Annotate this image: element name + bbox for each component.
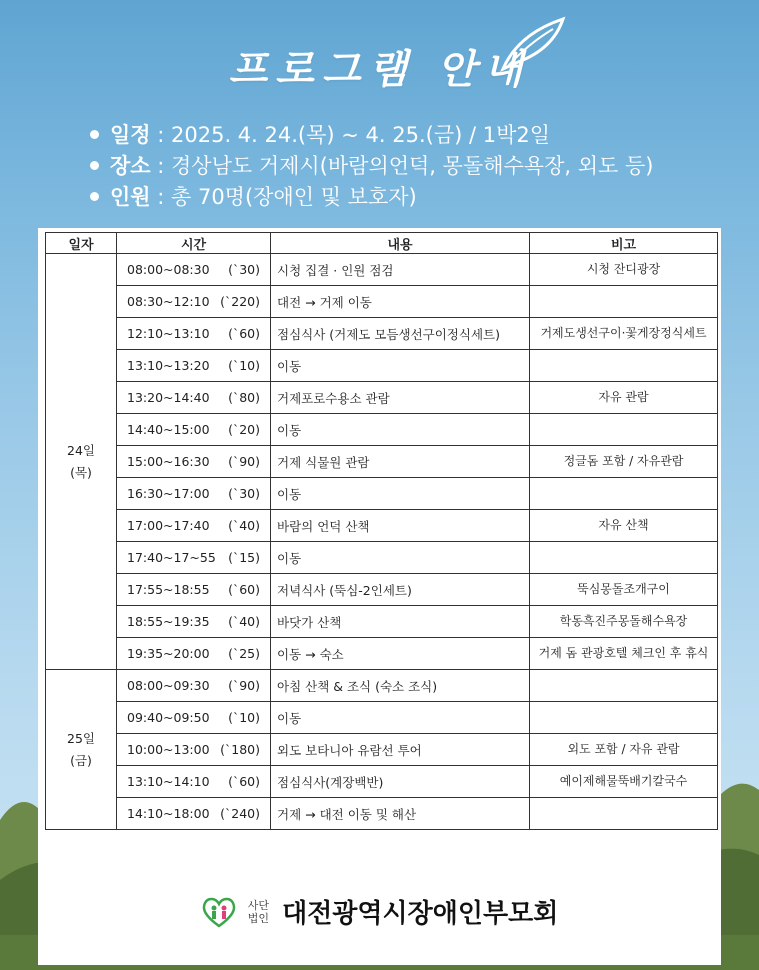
note-cell: 정글돔 포함 / 자유관람 [530, 446, 718, 478]
info-value: : 총 70명(장애인 및 보호자) [150, 185, 417, 209]
duration: (`30) [228, 262, 260, 277]
time-cell [117, 478, 271, 510]
schedule-panel [38, 228, 721, 965]
note-cell [530, 542, 718, 574]
duration: (`180) [220, 742, 260, 757]
content-cell: 점심식사(계장백반) [271, 766, 530, 798]
duration: (`90) [228, 454, 260, 469]
content-cell: 아침 산책 & 조식 (숙소 조식) [271, 670, 530, 702]
time-range: 17:00~17:40 [127, 518, 210, 533]
time-cell [117, 734, 271, 766]
weekday-label: (목) [70, 464, 92, 480]
content-cell: 바닷가 산책 [271, 606, 530, 638]
note-cell: 거제 돔 관광호텔 체크인 후 휴식 [530, 638, 718, 670]
time-range: 12:10~13:10 [127, 326, 210, 341]
note-cell [530, 702, 718, 734]
duration: (`60) [228, 774, 260, 789]
bullet-icon [90, 161, 99, 170]
day-label: 25일 [67, 730, 95, 746]
content-cell: 이동 [271, 414, 530, 446]
corp-type-line1: 사단 [247, 898, 269, 912]
content-cell: 외도 보타니아 유람선 투어 [271, 734, 530, 766]
content-cell: 거제 식물원 관람 [271, 446, 530, 478]
time-range: 10:00~13:00 [127, 742, 210, 757]
weekday-label: (금) [70, 752, 92, 768]
time-range: 16:30~17:00 [127, 486, 210, 501]
content-cell: 거제 → 대전 이동 및 해산 [271, 798, 530, 830]
corp-type [248, 899, 269, 925]
info-location [90, 151, 653, 182]
duration: (`10) [228, 358, 260, 373]
duration: (`25) [228, 646, 260, 661]
time-cell [117, 574, 271, 606]
duration: (`60) [228, 326, 260, 341]
time-cell [117, 638, 271, 670]
time-cell [117, 254, 271, 286]
content-cell: 이동 [271, 702, 530, 734]
duration: (`15) [228, 550, 260, 565]
duration: (`40) [228, 614, 260, 629]
time-cell [117, 318, 271, 350]
day-label: 24일 [67, 442, 95, 458]
table-row [46, 670, 718, 702]
time-range: 17:55~18:55 [127, 582, 210, 597]
time-range: 14:40~15:00 [127, 422, 210, 437]
content-cell: 이동 [271, 542, 530, 574]
time-cell [117, 766, 271, 798]
note-cell: 외도 포함 / 자유 관람 [530, 734, 718, 766]
time-range: 18:55~19:35 [127, 614, 210, 629]
time-cell [117, 670, 271, 702]
day-cell [46, 670, 117, 830]
time-range: 08:00~09:30 [127, 678, 210, 693]
duration: (`240) [220, 806, 260, 821]
event-info [90, 120, 653, 213]
time-cell [117, 510, 271, 542]
time-range: 13:10~14:10 [127, 774, 210, 789]
content-cell: 바람의 언덕 산책 [271, 510, 530, 542]
info-label: 일정 [110, 123, 151, 147]
content-cell: 저녁식사 (뚝심-2인세트) [271, 574, 530, 606]
info-value: : 2025. 4. 24.(목) ~ 4. 25.(금) / 1박2일 [150, 123, 551, 147]
content-cell: 대전 → 거제 이동 [271, 286, 530, 318]
content-cell: 점심식사 (거제도 모듬생선구이정식세트) [271, 318, 530, 350]
time-range: 14:10~18:00 [127, 806, 210, 821]
note-cell: 자유 관람 [530, 382, 718, 414]
duration: (`30) [228, 486, 260, 501]
duration: (`10) [228, 710, 260, 725]
content-cell: 시청 집결 · 인원 점검 [271, 254, 530, 286]
table-row [46, 542, 718, 574]
info-label: 인원 [110, 185, 151, 209]
bullet-icon [90, 192, 99, 201]
time-cell [117, 798, 271, 830]
time-cell [117, 350, 271, 382]
note-cell [530, 286, 718, 318]
table-row [46, 318, 718, 350]
duration: (`220) [220, 294, 260, 309]
time-cell [117, 414, 271, 446]
time-range: 13:10~13:20 [127, 358, 210, 373]
heart-logo-icon [201, 896, 237, 928]
duration: (`40) [228, 518, 260, 533]
time-range: 13:20~14:40 [127, 390, 210, 405]
table-row [46, 574, 718, 606]
table-row [46, 606, 718, 638]
content-cell: 이동 → 숙소 [271, 638, 530, 670]
note-cell [530, 798, 718, 830]
info-schedule [90, 120, 653, 151]
table-row [46, 766, 718, 798]
organization-name: 대전광역시장애인부모회 [282, 899, 559, 929]
duration: (`60) [228, 582, 260, 597]
table-header-row [46, 233, 718, 254]
note-cell: 학동흑진주몽돌해수욕장 [530, 606, 718, 638]
time-range: 08:00~08:30 [127, 262, 210, 277]
note-cell: 뚝심몽돌조개구이 [530, 574, 718, 606]
header-day: 일자 [46, 233, 117, 254]
table-row [46, 798, 718, 830]
content-cell: 이동 [271, 350, 530, 382]
time-cell [117, 606, 271, 638]
table-row [46, 254, 718, 286]
time-cell [117, 446, 271, 478]
content-cell: 거제포로수용소 관람 [271, 382, 530, 414]
bullet-icon [90, 130, 99, 139]
table-row [46, 478, 718, 510]
leaf-icon [498, 14, 568, 74]
note-cell: 거제도생선구이·꽃게장정식세트 [530, 318, 718, 350]
table-row [46, 734, 718, 766]
time-cell [117, 542, 271, 574]
note-cell [530, 478, 718, 510]
time-cell [117, 702, 271, 734]
info-value: : 경상남도 거제시(바람의언덕, 몽돌해수욕장, 외도 등) [150, 154, 654, 178]
header-note: 비고 [530, 233, 718, 254]
header-content: 내용 [271, 233, 530, 254]
note-cell: 예이제해물뚝배기칼국수 [530, 766, 718, 798]
note-cell: 시청 잔디광장 [530, 254, 718, 286]
note-cell [530, 414, 718, 446]
header-time: 시간 [117, 233, 271, 254]
table-row [46, 510, 718, 542]
footer [0, 893, 759, 930]
table-row [46, 446, 718, 478]
time-cell [117, 382, 271, 414]
duration: (`20) [228, 422, 260, 437]
table-body [46, 254, 718, 830]
note-cell [530, 350, 718, 382]
duration: (`80) [228, 390, 260, 405]
duration: (`90) [228, 678, 260, 693]
note-cell: 자유 산책 [530, 510, 718, 542]
time-cell [117, 286, 271, 318]
time-range: 19:35~20:00 [127, 646, 210, 661]
table-row [46, 286, 718, 318]
content-cell: 이동 [271, 478, 530, 510]
table-row [46, 414, 718, 446]
corp-type-line2: 법인 [247, 911, 269, 925]
time-range: 15:00~16:30 [127, 454, 210, 469]
schedule-table [45, 232, 718, 830]
note-cell [530, 670, 718, 702]
table-row [46, 350, 718, 382]
page-title: 프로그램 안내 [228, 47, 531, 93]
time-range: 09:40~09:50 [127, 710, 210, 725]
info-people [90, 182, 653, 213]
table-row [46, 638, 718, 670]
time-range: 08:30~12:10 [127, 294, 210, 309]
table-row [46, 382, 718, 414]
info-label: 장소 [110, 154, 151, 178]
day-cell [46, 254, 117, 670]
table-row [46, 702, 718, 734]
time-range: 17:40~17~55 [127, 550, 216, 565]
